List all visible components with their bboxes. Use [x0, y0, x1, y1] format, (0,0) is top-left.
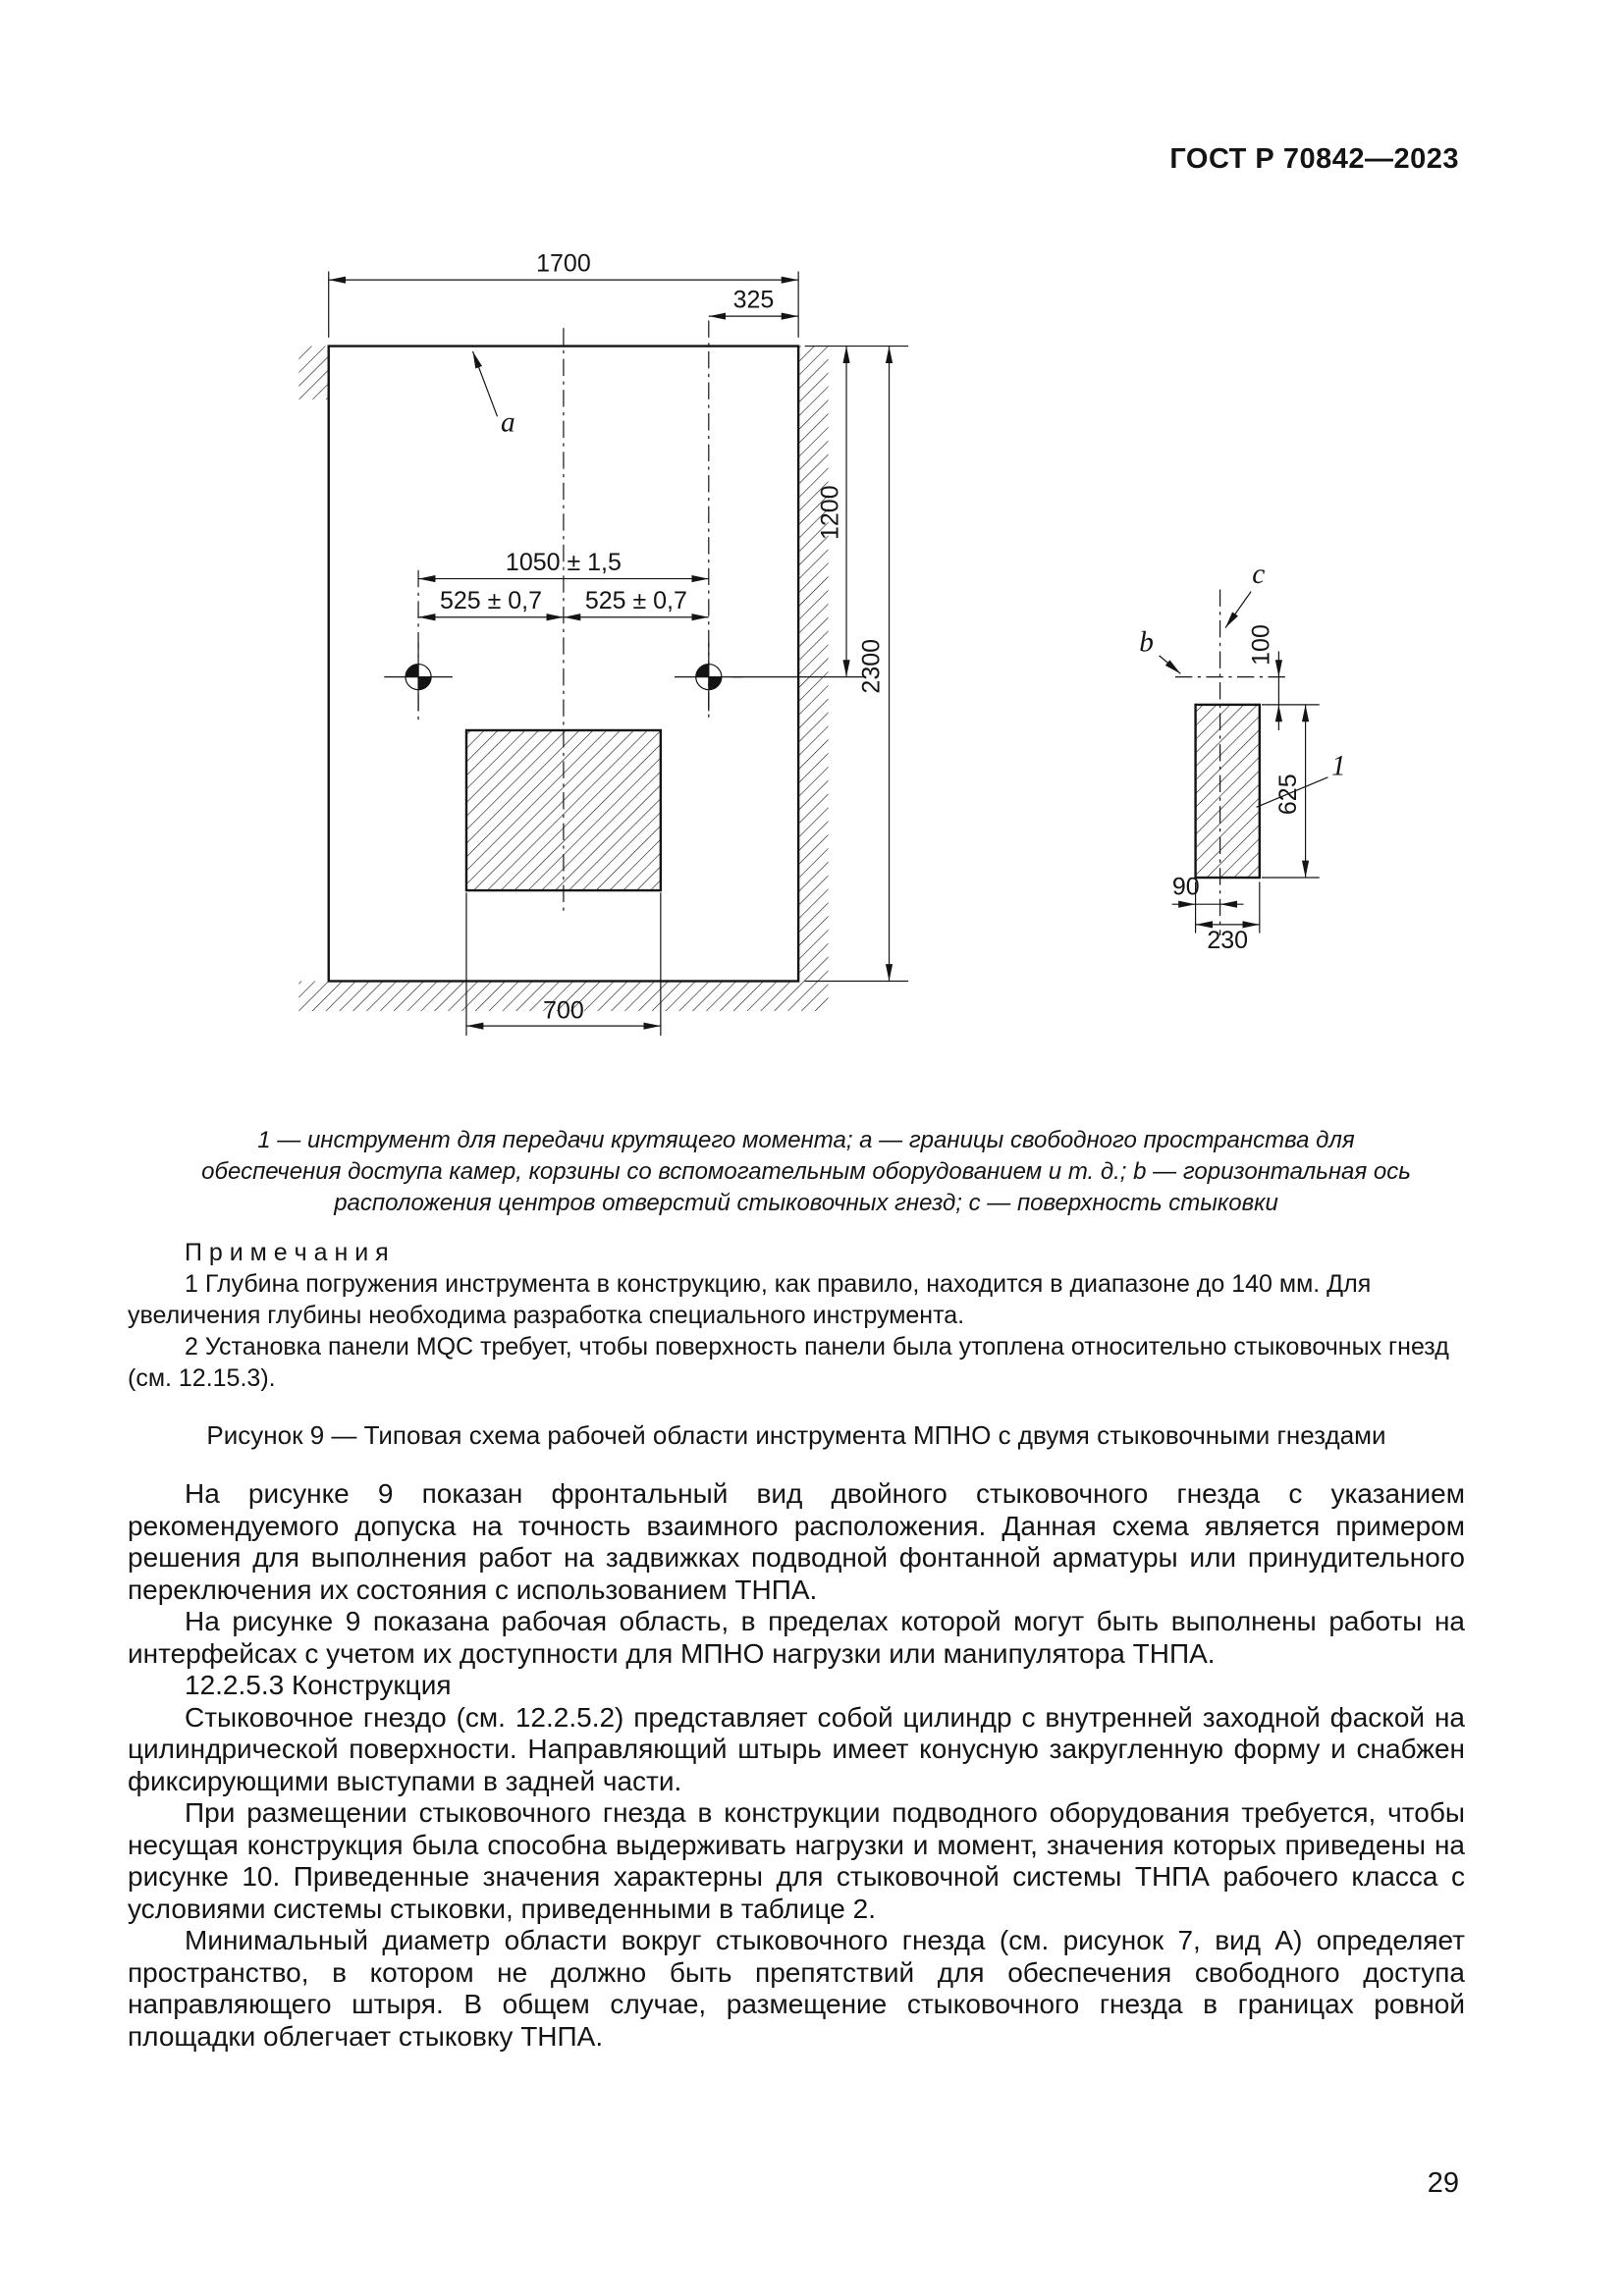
note-item-1: 1 Глубина погружения инструмента в конструкцию, как правило, находится в диапазоне до 140 мм. Для увеличения глубины необходима разработка специального инструмента.	[128, 1270, 1372, 1329]
wall-hatch-right	[798, 347, 828, 982]
paragraph-4: При размещении стыковочного гнезда в конструкции подводного оборудования требуется, чтобы несущая конструкция была способна выдерживать нагрузки и момент, значения которых приведены на рисунке 10. Приведенные значения характерны для стыковочной системы ТНПА рабочего класса с условиями системы стыковки, приведенными в таблице 2.	[128, 1797, 1465, 1924]
paragraph-1: На рисунке 9 показан фронтальный вид двойного стыковочного гнезда с указанием рекомендуемого допуска на точность взаимного расположения. Данная схема является примером решения для выполнения работ на задвижках подводной фонтанной арматуры или принудительного переключения их состояния с использованием ТНПА.	[128, 1478, 1465, 1605]
dim-230: 230	[1207, 926, 1249, 954]
notes-heading: П р и м е ч а н и я	[185, 1239, 389, 1266]
dim-100: 100	[1247, 624, 1275, 666]
doc-number: ГОСТ Р 70842—2023	[1169, 143, 1459, 175]
label-item-1: 1	[1330, 750, 1346, 782]
dim-1050: 1050 ± 1,5	[505, 548, 622, 576]
dim-2300: 2300	[857, 638, 886, 694]
dim-1700: 1700	[536, 249, 591, 278]
dim-625: 625	[1273, 774, 1302, 816]
wall-hatch-left	[298, 347, 328, 400]
docking-socket-target-left	[384, 643, 453, 712]
figure9-drawing	[222, 218, 1396, 1072]
torque-tool-side-view	[1196, 705, 1260, 878]
figure-caption: 1 — инструмент для передачи крутящего момента; a — границы свободного пространства для обеспечения доступа камер, корзины со вспомогательным оборудованием и т. д.; b — горизонтальная ось расположения центров отверстий стыковочных гнезд; c — поверхность стыковки	[201, 1127, 1411, 1216]
figure-title: Рисунок 9 — Типовая схема рабочей области инструмента МПНО с двумя стыковочными гнездами	[206, 1420, 1386, 1450]
paragraph-3: Стыковочное гнездо (см. 12.2.5.2) представляет собой цилиндр с внутренней заходной фаской на цилиндрической поверхности. Направляющий штырь имеет конусную закругленную форму и снабжен фиксирующими выступами в задней части.	[128, 1701, 1465, 1796]
paragraph-5: Минимальный диаметр области вокруг стыковочного гнезда (см. рисунок 7, вид А) определяет пространство, в котором не должно быть препятствий для обеспечения свободного доступа направляющего штыря. В общем случае, размещение стыковочного гнезда в границах ровной площадки облегчает стыковку ТНПА.	[128, 1925, 1465, 2052]
tool-work-area	[466, 730, 661, 890]
notes-block	[128, 1237, 1465, 1394]
clause-heading: 12.2.5.3 Конструкция	[185, 1670, 452, 1700]
label-b: b	[1139, 626, 1154, 659]
label-c: c	[1252, 558, 1266, 590]
dim-525-right: 525 ± 0,7	[584, 587, 687, 615]
body-text	[128, 1478, 1465, 2053]
label-a: a	[501, 406, 515, 439]
figure9	[222, 218, 1410, 1077]
paragraph-2: На рисунке 9 показана рабочая область, в пределах которой могут быть выполнены работы на интерфейсах с учетом их доступности для МПНО нагрузки или манипулятора ТНПА.	[128, 1606, 1465, 1669]
note-item-2: 2 Установка панели MQC требует, чтобы поверхность панели была утоплена относительно стыковочных гнезд (см. 12.15.3).	[128, 1333, 1449, 1392]
dim-1200: 1200	[816, 485, 844, 540]
dim-525-left: 525 ± 0,7	[439, 587, 543, 615]
dim-90: 90	[1171, 873, 1200, 901]
page-number: 29	[1427, 2167, 1459, 2199]
dim-700: 700	[543, 996, 584, 1025]
dim-325: 325	[732, 286, 775, 314]
